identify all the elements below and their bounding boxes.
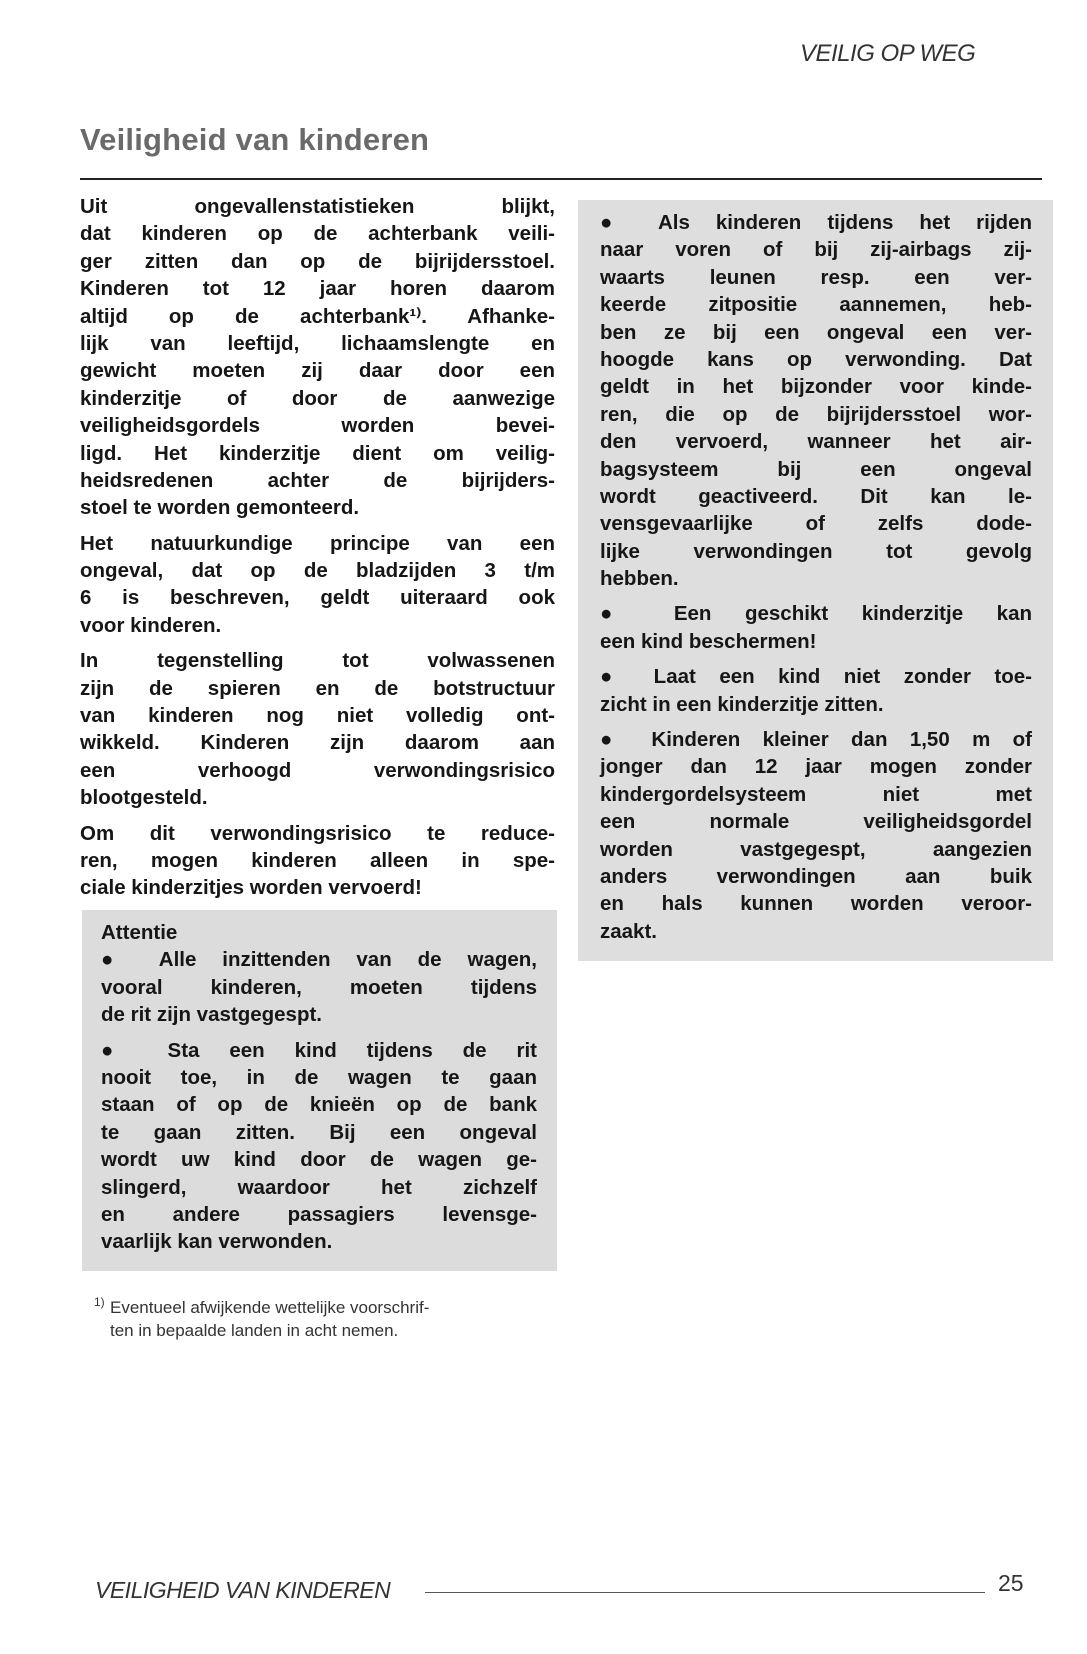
footnote-line: Eventueel afwijkende wettelijke voorschrif- [110,1298,430,1317]
text-line: Kinderen tot 12 jaar horen daarom [80,277,555,301]
paragraph [80,530,555,640]
text-line: ● Als kinderen tijdens het rijden [600,211,1032,234]
warning-bullets [600,209,1032,953]
paragraph [600,209,1032,592]
text-line: Om dit verwondingsrisico te reduce- [80,821,555,845]
title-divider [80,178,1042,180]
text-line: slingerd, waardoor het zichzelf [101,1175,537,1199]
footnote-line: ten in bepaalde landen in acht nemen. [110,1321,399,1340]
text-line: ● Een geschikt kinderzitje kan [600,602,1032,626]
attentie-box [82,910,557,1271]
text-line: ongeval, dat op de bladzijden 3 t/m [80,559,555,583]
text-line: ligd. Het kinderzitje dient om veilig- [80,441,555,465]
text-line: zijn de spieren en de botstructuur [80,676,555,700]
text-line: hoogde kans op verwonding. Dat [600,347,1032,371]
text-line: keerde zitpositie aannemen, heb- [600,293,1032,317]
text-line: worden vastgegespt, aangezien [600,837,1032,861]
text-line: en hals kunnen worden veroor- [600,892,1032,916]
text-line: wordt geactiveerd. Dit kan le- [600,484,1032,508]
text-line: naar voren of bij zij-airbags zij- [600,238,1032,262]
text-line: ● Sta een kind tijdens de rit [101,1038,537,1062]
page-number: 25 [998,1570,1024,1596]
text-line: lijke verwondingen tot gevolg [600,539,1032,563]
text-line: ● Laat een kind niet zonder toe- [600,665,1032,689]
attentie-bullets [101,946,537,1255]
text-line: jonger dan 12 jaar mogen zonder [600,755,1032,779]
text-line: een normale veiligheidsgordel [600,810,1032,834]
paragraph [80,193,555,522]
footnote [94,1295,430,1342]
text-line: Uit ongevallenstatistieken blijkt, [80,195,555,218]
text-line: lijk van leeftijd, lichaamslengte en [80,331,555,355]
text-line: ● Alle inzittenden van de wagen, [101,948,537,972]
paragraph [600,600,1032,655]
text-line: een verhoogd verwondingsrisico [80,758,555,782]
text-line: van kinderen nog niet volledig ont- [80,704,555,728]
page-title: Veiligheid van kinderen [80,122,430,157]
text-line: ben ze bij een ongeval een ver- [600,320,1032,344]
text-line: den vervoerd, wanneer het air- [600,430,1032,454]
text-line: zaakt. [600,919,657,943]
text-line: heidsredenen achter de bijrijders- [80,468,555,492]
text-line: vensgevaarlijke of zelfs dode- [600,512,1032,536]
text-line: de rit zijn vastgegespt. [101,1003,322,1027]
text-line: voor kinderen. [80,613,222,637]
text-line: kindergordelsysteem niet met [600,782,1032,806]
footnote-mark: 1) [94,1295,105,1309]
footer-divider [425,1592,985,1593]
paragraph [80,647,555,811]
text-line: stoel te worden gemonteerd. [80,496,360,520]
text-line: Het natuurkundige principe van een [80,531,555,555]
text-line: dat kinderen op de achterbank veili- [80,222,555,246]
text-line: hebben. [600,567,679,591]
text-line: waarts leunen resp. een ver- [600,265,1032,289]
text-line: anders verwondingen aan buik [600,864,1032,888]
text-line: geldt in het bijzonder voor kinde- [600,375,1032,399]
footer-section-label: VEILIGHEID VAN KINDEREN [95,1577,391,1603]
text-line: blootgesteld. [80,786,208,810]
text-line: nooit toe, in de wagen te gaan [101,1065,537,1089]
text-line: staan of op de knieën op de bank [101,1093,537,1117]
paragraph [80,820,555,902]
attentie-title: Attentie [101,921,178,944]
text-line: bagsysteem bij een ongeval [600,457,1032,481]
text-line: ren, die op de bijrijdersstoel wor- [600,402,1032,426]
paragraph [101,946,537,1028]
text-line: In tegenstelling tot volwassenen [80,649,555,673]
text-line: altijd op de achterbank¹⁾. Afhanke- [80,304,555,328]
paragraph [600,726,1032,945]
warning-box [578,200,1053,961]
text-line: en andere passagiers levensge- [101,1202,537,1226]
text-line: 6 is beschreven, geldt uiteraard ook [80,586,555,610]
text-line: vooral kinderen, moeten tijdens [101,975,537,999]
text-line: te gaan zitten. Bij een ongeval [101,1120,537,1144]
paragraph [101,1037,537,1256]
attentie-content [101,919,537,1264]
text-line: ger zitten dan op de bijrijdersstoel. [80,249,555,273]
text-line: ren, mogen kinderen alleen in spe- [80,848,555,872]
text-line: zicht in een kinderzitje zitten. [600,692,884,716]
text-line: veiligheidsgordels worden bevei- [80,414,555,438]
text-line: vaarlijk kan verwonden. [101,1230,333,1254]
text-line: gewicht moeten zij daar door een [80,359,555,383]
text-line: ● Kinderen kleiner dan 1,50 m of [600,728,1032,752]
text-line: ciale kinderzitjes worden vervoerd! [80,876,422,900]
running-head: VEILIG OP WEG [800,40,976,67]
paragraph [600,663,1032,718]
text-line: wikkeld. Kinderen zijn daarom aan [80,731,555,755]
left-column-text [80,193,555,910]
text-line: kinderzitje of door de aanwezige [80,386,555,410]
text-line: een kind beschermen! [600,629,817,653]
text-line: wordt uw kind door de wagen ge- [101,1148,537,1172]
